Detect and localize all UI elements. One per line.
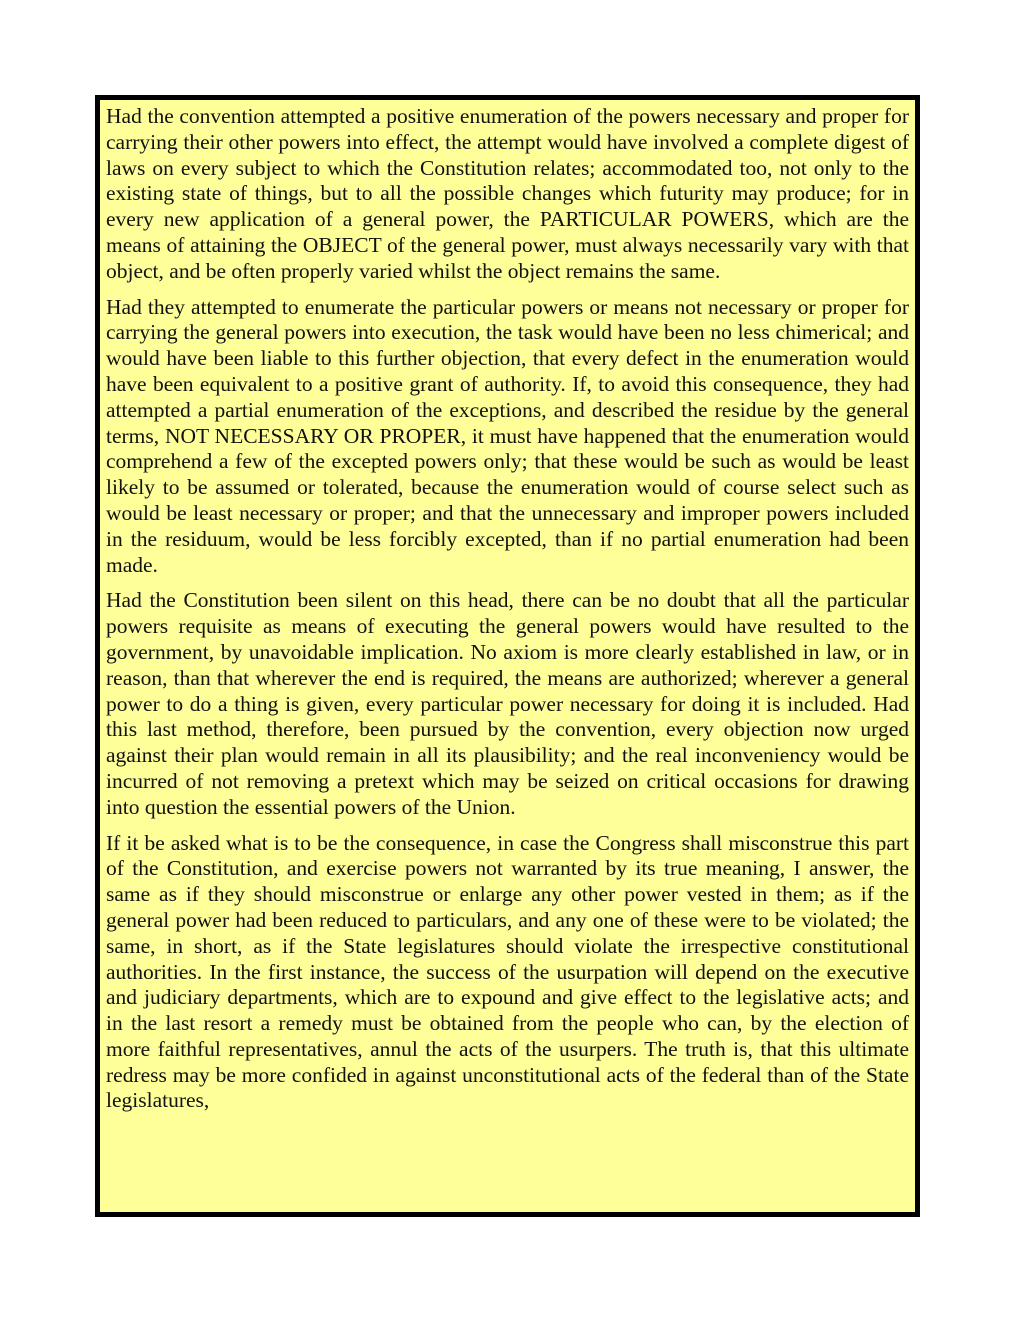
paragraph-3: Had the Constitution been silent on this head, there can be no doubt that all the particular powers requisite as means of executing the general powers would have resulted to the government, by unavoidable implication. No axiom is more clearly established in law, or in reason, than that wherever the end is required, the means are authorized; wherever a general power to do a thing is given, every particular power necessary for doing it is included. Had this last method, therefore, been pursued by the convention, every objection now urged against their plan would remain in all its plausibility; and the real inconveniency would be incurred of not removing a pretext which may be seized on critical occasions for drawing into question the essential powers of the Union.: [106, 588, 909, 819]
paragraph-1: Had the convention attempted a positive enumeration of the powers necessary and proper for carrying their other powers into effect, the attempt would have involved a complete digest of laws on every subject to which the Constitution relates; accommodated too, not only to the existing state of things, but to all the possible changes which futurity may produce; for in every new application of a general power, the PARTICULAR POWERS, which are the means of attaining the OBJECT of the general power, must always necessarily vary with that object, and be often properly varied whilst the object remains the same.: [106, 104, 909, 283]
paragraph-4: If it be asked what is to be the consequence, in case the Congress shall misconstrue this part of the Constitution, and exercise powers not warranted by its true meaning, I answer, the same as if they should misconstrue or enlarge any other power vested in them; as if the general power had been reduced to particulars, and any one of these were to be violated; the same, in short, as if the State legislatures should violate the irrespective constitutional authorities. In the first instance, the success of the usurpation will depend on the executive and judiciary departments, which are to expound and give effect to the legislative acts; and in the last resort a remedy must be obtained from the people who can, by the election of more faithful representatives, annul the acts of the usurpers. The truth is, that this ultimate redress may be more confided in against unconstitutional acts of the federal than of the State legislatures,: [106, 830, 909, 1113]
text-box: [95, 95, 920, 1217]
paragraph-2: Had they attempted to enumerate the particular powers or means not necessary or proper for carrying the general powers into execution, the task would have been no less chimerical; and would have been liable to this further objection, that every defect in the enumeration would have been equivalent to a positive grant of authority. If, to avoid this consequence, they had attempted a partial enumeration of the exceptions, and described the residue by the general terms, NOT NECESSARY OR PROPER, it must have happened that the enumeration would comprehend a few of the excepted powers only; that these would be such as would be least likely to be assumed or tolerated, because the enumeration would of course select such as would be least necessary or proper; and that the unnecessary and improper powers included in the residuum, would be less forcibly excepted, than if no partial enumeration had been made.: [106, 294, 909, 577]
